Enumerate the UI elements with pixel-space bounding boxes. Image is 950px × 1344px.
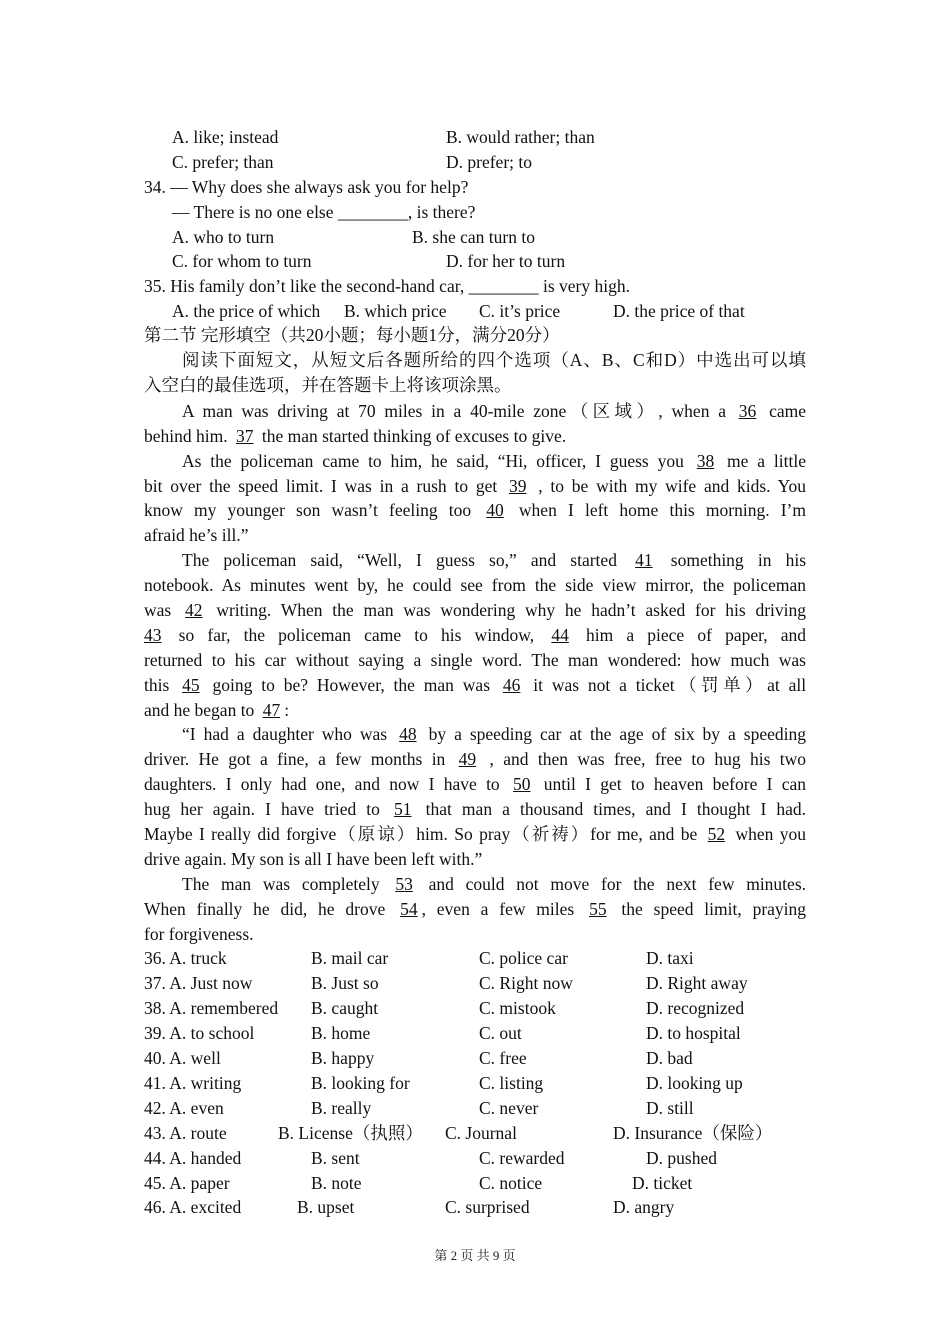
passage-line xyxy=(144,498,806,522)
choice-38-d: D. recognized xyxy=(646,998,745,1018)
q35-option-a: A. the price of which xyxy=(172,301,321,321)
choice-40-c: C. free xyxy=(479,1048,527,1068)
blank-51: 51 xyxy=(394,799,412,819)
passage-line: for forgiveness. xyxy=(144,924,254,944)
choice-36-c: C. police car xyxy=(479,948,568,968)
choice-46-b: B. upset xyxy=(297,1197,355,1217)
blank-50: 50 xyxy=(512,774,531,794)
choice-42-b: B. really xyxy=(311,1098,372,1118)
choice-40-d: D. bad xyxy=(646,1048,693,1068)
q35-option-d: D. the price of that xyxy=(613,301,745,321)
choice-row-46 xyxy=(144,1195,806,1219)
passage-text: going to be? However, the man was xyxy=(212,675,491,695)
choice-44-d: D. pushed xyxy=(646,1148,717,1168)
choice-38-b: B. caught xyxy=(311,998,379,1018)
choice-40-a: 40. A. well xyxy=(144,1048,221,1068)
choice-41-a: 41. A. writing xyxy=(144,1073,242,1093)
blank-49: 49 xyxy=(458,749,477,769)
choice-36-b: B. mail car xyxy=(311,948,389,968)
choice-44-c: C. rewarded xyxy=(479,1148,565,1168)
passage-line: afraid he’s ill.” xyxy=(144,525,249,545)
blank-36: 36 xyxy=(738,401,757,421)
choice-row-45 xyxy=(144,1171,806,1195)
blank-37: 37 xyxy=(235,426,254,446)
passage-text: , even a few miles xyxy=(421,899,575,919)
choice-row-42 xyxy=(144,1096,806,1120)
passage-text: something in his xyxy=(670,550,807,570)
choice-36-a: 36. A. truck xyxy=(144,948,227,968)
passage-line xyxy=(144,474,806,498)
passage-text: , to be with my wife and kids. You xyxy=(538,476,807,496)
section-instruction-line2: 入空白的最佳选项，并在答题卡上将该项涂黑。 xyxy=(144,375,512,395)
q35-stem: 35. His family don’t like the second-hand car, ________ is very high. xyxy=(144,276,630,296)
passage-text: , and then was free, free to hug his two xyxy=(489,749,807,769)
choice-45-b: B. note xyxy=(311,1173,362,1193)
choice-36-d: D. taxi xyxy=(646,948,694,968)
choice-row-44 xyxy=(144,1146,806,1170)
q35-options xyxy=(144,299,806,323)
passage-text: When finally he did, he drove xyxy=(144,899,386,919)
q33-options-row1 xyxy=(144,125,806,149)
choice-42-d: D. still xyxy=(646,1098,694,1118)
passage-line: drive again. My son is all I have been left with.” xyxy=(144,849,483,869)
passage-text: until I get to heaven before I can xyxy=(543,774,807,794)
passage-line xyxy=(144,822,806,846)
choice-46-d: D. angry xyxy=(613,1197,675,1217)
passage-text: it was not a ticket（罚单）at all xyxy=(533,675,807,695)
passage-text: bit over the speed limit. I was in a rush to get xyxy=(144,476,498,496)
choice-42-c: C. never xyxy=(479,1098,539,1118)
passage-text: me a little xyxy=(727,451,806,471)
q33-options-row2 xyxy=(144,150,806,174)
q33-option-b: B. would rather; than xyxy=(446,127,595,147)
passage-text: him a piece of paper, and xyxy=(586,625,807,645)
blank-52: 52 xyxy=(707,824,726,844)
q34-option-d: D. for her to turn xyxy=(446,251,566,271)
section-title: 第二节 完形填空（共20小题；每小题1分，满分20分） xyxy=(144,325,560,345)
q34-line2: — There is no one else ________, is there? xyxy=(172,202,476,222)
passage-text: writing. When the man was wondering why he hadn’t asked for his driving xyxy=(216,600,807,620)
choice-44-b: B. sent xyxy=(311,1148,360,1168)
section-instruction-line1: 阅读下面短文，从短文后各题所给的四个选项（A、B、C和D）中选出可以填 xyxy=(182,350,806,370)
passage-line xyxy=(144,747,806,771)
choice-37-d: D. Right away xyxy=(646,973,748,993)
q34-stem: 34. — Why does she always ask you for help? xyxy=(144,177,469,197)
passage-text: As the policeman came to him, he said, “Hi, officer, I guess you xyxy=(182,451,684,471)
passage-text: was xyxy=(144,600,172,620)
passage-line xyxy=(144,797,806,821)
passage-line xyxy=(182,399,806,423)
q33-option-a: A. like; instead xyxy=(172,127,279,147)
passage-text: the speed limit, praying xyxy=(621,899,807,919)
q34-options-row1 xyxy=(144,225,806,249)
choice-43-b: B. License（执照） xyxy=(278,1123,423,1143)
passage-text: daughters. I only had one, and now I have to xyxy=(144,774,500,794)
blank-43: 43 xyxy=(144,625,162,645)
passage-line xyxy=(182,872,806,896)
blank-42: 42 xyxy=(185,600,203,620)
page-footer: 第 2 页 共 9 页 xyxy=(434,1248,516,1263)
choice-row-36 xyxy=(144,946,806,970)
choice-44-a: 44. A. handed xyxy=(144,1148,242,1168)
blank-39: 39 xyxy=(509,476,527,496)
blank-46: 46 xyxy=(502,675,521,695)
passage-text: when I left home this morning. I’m xyxy=(518,500,806,520)
passage-text: The man was completely xyxy=(182,874,380,894)
passage-text: driver. He got a fine, a few months in xyxy=(144,749,446,769)
blank-38: 38 xyxy=(696,451,715,471)
passage-line: notebook. As minutes went by, he could see from the side view mirror, the policeman xyxy=(144,575,806,595)
passage-text: when you xyxy=(735,824,807,844)
passage-text: that man a thousand times, and I thought I had. xyxy=(425,799,807,819)
passage-line xyxy=(182,722,806,746)
choice-row-40 xyxy=(144,1046,806,1070)
passage-line xyxy=(182,449,806,473)
choice-41-b: B. looking for xyxy=(311,1073,410,1093)
passage-line xyxy=(144,698,806,722)
passage-text: this xyxy=(144,675,170,695)
q33-option-c: C. prefer; than xyxy=(172,152,274,172)
choice-39-d: D. to hospital xyxy=(646,1023,741,1043)
choice-43-c: C. Journal xyxy=(445,1123,517,1143)
passage-text: Maybe I really did forgive（原谅）him. So pray（祈祷）for me, and be xyxy=(144,824,698,844)
passage-text: A man was driving at 70 miles in a 40-mile zone（区域）, when a xyxy=(182,401,726,421)
passage-line xyxy=(144,897,806,921)
q35-option-b: B. which price xyxy=(344,301,447,321)
passage-text: “I had a daughter who was xyxy=(182,724,388,744)
q33-option-d: D. prefer; to xyxy=(446,152,533,172)
q34-option-c: C. for whom to turn xyxy=(172,251,312,271)
choice-row-41 xyxy=(144,1071,806,1095)
passage-line xyxy=(144,598,806,622)
choice-40-b: B. happy xyxy=(311,1048,375,1068)
choice-38-c: C. mistook xyxy=(479,998,556,1018)
passage-text: The policeman said, “Well, I guess so,” and started xyxy=(182,550,617,570)
choice-45-c: C. notice xyxy=(479,1173,543,1193)
choice-43-d: D. Insurance（保险） xyxy=(613,1123,773,1143)
choice-37-a: 37. A. Just now xyxy=(144,973,253,993)
q34-option-b: B. she can turn to xyxy=(412,227,535,247)
choice-39-a: 39. A. to school xyxy=(144,1023,255,1043)
blank-44: 44 xyxy=(551,625,569,645)
passage-text: came xyxy=(769,401,807,421)
choice-row-37 xyxy=(144,971,806,995)
passage-text: : xyxy=(284,700,290,720)
choice-45-d: D. ticket xyxy=(632,1173,693,1193)
q34-option-a: A. who to turn xyxy=(172,227,275,247)
passage-line: returned to his car without saying a single word. The man wondered: how much was xyxy=(144,650,806,670)
passage-text: hug her again. I have tried to xyxy=(144,799,380,819)
choice-39-b: B. home xyxy=(311,1023,371,1043)
q35-option-c: C. it’s price xyxy=(479,301,561,321)
choice-45-a: 45. A. paper xyxy=(144,1173,230,1193)
choice-43-a: 43. A. route xyxy=(144,1123,227,1143)
choice-41-c: C. listing xyxy=(479,1073,544,1093)
choice-37-c: C. Right now xyxy=(479,973,573,993)
choice-row-43 xyxy=(144,1121,806,1145)
choice-42-a: 42. A. even xyxy=(144,1098,224,1118)
passage-line xyxy=(182,548,806,572)
blank-40: 40 xyxy=(486,500,504,520)
passage-text: so far, the policeman came to his window, xyxy=(178,625,535,645)
choice-row-39 xyxy=(144,1021,806,1045)
blank-47: 47 xyxy=(262,700,281,720)
passage-text: by a speeding car at the age of six by a speeding xyxy=(428,724,806,744)
passage-line xyxy=(144,772,806,796)
choice-row-38 xyxy=(144,996,806,1020)
q34-options-row2 xyxy=(144,249,806,273)
choice-46-c: C. surprised xyxy=(445,1197,530,1217)
choice-46-a: 46. A. excited xyxy=(144,1197,242,1217)
blank-48: 48 xyxy=(399,724,417,744)
passage-text: and could not move for the next few minutes. xyxy=(428,874,807,894)
blank-41: 41 xyxy=(635,550,653,570)
choice-39-c: C. out xyxy=(479,1023,522,1043)
passage-line xyxy=(144,424,806,448)
choice-37-b: B. Just so xyxy=(311,973,379,993)
blank-54: 54 xyxy=(400,899,418,919)
blank-55: 55 xyxy=(589,899,607,919)
choice-41-d: D. looking up xyxy=(646,1073,743,1093)
passage-text: the man started thinking of excuses to give. xyxy=(261,426,567,446)
passage-text: and he began to xyxy=(144,700,255,720)
passage-line xyxy=(144,673,806,697)
choice-38-a: 38. A. remembered xyxy=(144,998,279,1018)
passage-text: know my younger son wasn’t feeling too xyxy=(144,500,472,520)
blank-53: 53 xyxy=(395,874,413,894)
blank-45: 45 xyxy=(182,675,200,695)
passage-line xyxy=(144,623,806,647)
passage-text: behind him. xyxy=(144,426,228,446)
